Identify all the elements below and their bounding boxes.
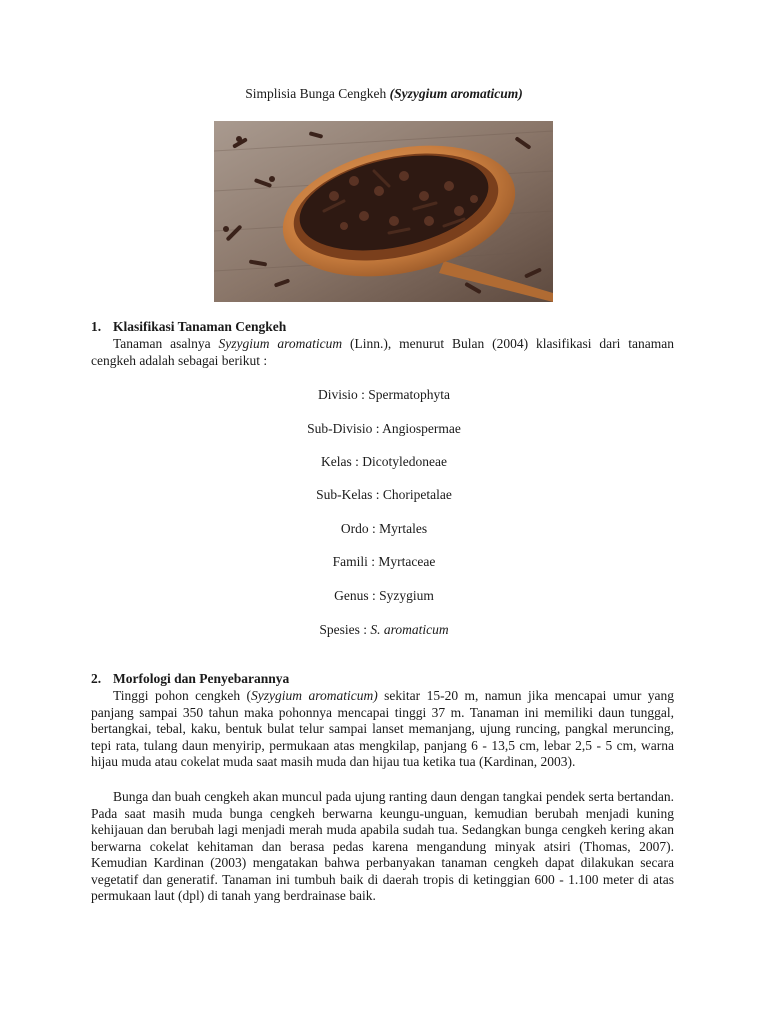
- section-2-number: 2.: [91, 671, 102, 686]
- classification-separator: :: [372, 487, 383, 502]
- p2-text: Bunga dan buah cengkeh akan muncul pada ujung ranting daun dengan tangkai pendek serta bertandan. Pada saat masih muda bunga cengkeh berwarna keungu-unguan, kemudian berubah menjadi kuning kehijauan dan berubah lagi menjadi merah muda apabila sudah tua. Sedangkan bunga cengkeh kering akan berwarna cokelat kehitaman dan berasa pedas karena mengandung minyak atsiri (Thomas, 2007). Kemudian Kardinan (2003) mengatakan bahwa perbanyakan tanaman cengkeh dapat dilakukan secara vegetatif dan generatif. Tanaman ini tumbuh baik di daerah tropis di ketinggian 600 - 1.100 meter di atas permukaan laut (dpl) di tanah yang berdrainase baik.: [91, 789, 674, 903]
- classification-row: [0, 588, 768, 604]
- section-2-heading: [91, 671, 289, 687]
- classification-row: [0, 387, 768, 403]
- classification-row: [0, 454, 768, 470]
- classification-value: Spermatophyta: [368, 387, 450, 402]
- classification-separator: :: [351, 454, 363, 469]
- section-1-heading: [91, 319, 286, 335]
- p1-text-before: Tinggi pohon cengkeh (: [113, 688, 252, 703]
- classification-label: Divisio: [317, 387, 358, 402]
- classification-value: Syzygium: [379, 588, 434, 603]
- section-2-title: Morfologi dan Penyebarannya: [113, 671, 290, 686]
- classification-separator: :: [367, 554, 379, 569]
- p1-latin-name: Syzygium aromaticum): [251, 688, 378, 703]
- classification-separator: :: [368, 521, 380, 536]
- document-title: [0, 86, 768, 102]
- classification-label: Kelas: [321, 454, 352, 469]
- clove-spoon-photo-icon: [214, 121, 553, 302]
- classification-value: Choripetalae: [382, 487, 452, 502]
- classification-label: Famili: [332, 554, 368, 569]
- classification-value: Angiospermae: [382, 421, 461, 436]
- section-1-intro: [91, 336, 674, 369]
- classification-separator: :: [357, 387, 369, 402]
- classification-value: Myrtales: [379, 521, 428, 536]
- classification-label: Sub-Divisio: [307, 421, 373, 436]
- section-1-number: 1.: [91, 319, 102, 334]
- section-1-title: Klasifikasi Tanaman Cengkeh: [113, 319, 287, 334]
- classification-separator: :: [372, 421, 383, 436]
- classification-label: Sub-Kelas: [316, 487, 373, 502]
- classification-row: [0, 487, 768, 503]
- title-latin-name: (Syzygium aromaticum): [389, 86, 523, 101]
- classification-row: [0, 554, 768, 570]
- intro-text-after: (Linn.), menurut Bulan (2004) klasifikasi dari tanaman cengkeh adalah sebagai berikut :: [91, 336, 675, 368]
- intro-latin-name: Syzygium aromaticum: [218, 336, 343, 351]
- classification-label: Genus: [334, 588, 369, 603]
- classification-row: [0, 521, 768, 537]
- classification-separator: :: [359, 622, 371, 637]
- classification-row: [0, 421, 768, 437]
- classification-value: Dicotyledoneae: [362, 454, 447, 469]
- classification-separator: :: [368, 588, 380, 603]
- p1-text-after: sekitar 15-20 m, namun jika mencapai umur yang panjang sampai 350 tahun maka pohonnya mencapai tinggi 37 m. Tanaman ini memiliki daun tunggal, bertangkai, tebal, kaku, bentuk bulat telur sampai lanset memanjang, ujung runcing, pangkal meruncing, tepi rata, tulang daun menyirip, permukaan atas mengkilap, panjang 6 - 13,5 cm, lebar 2,5 - 5 cm, warna hijau muda atau cokelat muda saat masih muda dan hijau tua ketika tua (Kardinan, 2003).: [91, 688, 674, 769]
- section-2-paragraph-2: [91, 789, 674, 905]
- section-2-paragraph-1: [91, 688, 674, 771]
- classification-value: Myrtaceae: [378, 554, 436, 569]
- classification-value: S. aromaticum: [370, 622, 449, 637]
- intro-text-before: Tanaman asalnya: [113, 336, 219, 351]
- title-text: Simplisia Bunga Cengkeh: [245, 86, 390, 101]
- clove-photo: [214, 121, 553, 302]
- classification-row: [0, 622, 768, 638]
- classification-label: Spesies: [319, 622, 360, 637]
- classification-label: Ordo: [340, 521, 369, 536]
